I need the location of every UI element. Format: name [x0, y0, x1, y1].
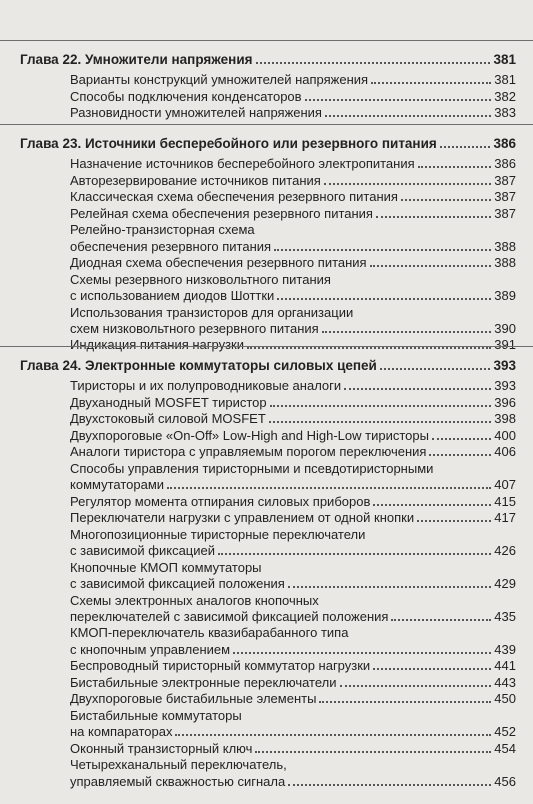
toc-entry-page-number: 441 [494, 658, 516, 674]
toc-entry-text: обеспечения резервного питания [70, 238, 272, 254]
toc-entry-page-number: 387 [494, 172, 516, 188]
dot-leader [274, 249, 491, 251]
toc-entry-page-number: 450 [494, 691, 516, 707]
toc-entry-line-text: Использования транзисторов для организации [70, 304, 354, 320]
dot-leader [288, 784, 491, 786]
toc-entry-line [70, 272, 516, 288]
chapter-heading-text: Глава 22. Умножители напряжения [20, 52, 253, 67]
dot-leader [270, 405, 492, 407]
toc-entry [70, 494, 516, 510]
dot-leader [305, 99, 492, 101]
toc-entry-line-text: Релейно-транзисторная схема [70, 222, 255, 238]
toc-entry [70, 642, 516, 658]
toc-entry [70, 411, 516, 427]
toc-entry-text: Тиристоры и их полупроводниковые аналоги [70, 378, 342, 393]
toc-entry-page-number: 391 [494, 337, 516, 353]
toc-entry-text: Регулятор момента отпирания силовых приборов [70, 493, 371, 509]
toc-entry [70, 774, 516, 790]
toc-entry [70, 72, 516, 88]
toc-entry-page-number: 387 [494, 205, 516, 221]
toc-entry-page-number: 389 [494, 288, 516, 303]
toc-entry-line [70, 527, 516, 543]
toc-entry [70, 510, 516, 526]
dot-leader [370, 265, 492, 267]
toc-entry-line [70, 593, 516, 609]
toc-entry-page-number: 452 [494, 724, 516, 740]
toc-entry [70, 444, 516, 460]
dot-leader [440, 146, 491, 148]
toc-entry [70, 675, 516, 691]
toc-entry-page-number: 390 [494, 320, 516, 336]
chapter-heading-page-number: 386 [493, 136, 516, 151]
toc-entry-text: Беспроводный тиристорный коммутатор нагрузки [70, 658, 371, 674]
toc-entry-text: Релейная схема обеспечения резервного питания [70, 205, 373, 221]
toc-entry [70, 724, 516, 740]
toc-entry-line-text: Схемы резервного низковольтного питания [70, 271, 331, 287]
toc-entry-page-number: 426 [494, 543, 516, 559]
toc-entry-line-text: Многопозиционные тиристорные переключатели [70, 527, 366, 542]
toc-entry-page-number: 443 [494, 674, 516, 690]
chapter-heading-text: Глава 24. Электронные коммутаторы силовых цепей [20, 358, 377, 373]
toc-entry-text: Оконный транзисторный ключ [70, 740, 253, 756]
toc-entry-page-number: 400 [494, 427, 516, 443]
dot-leader [432, 438, 491, 440]
toc-entry-text: Бистабильные электронные переключатели [70, 674, 337, 690]
chapter-heading [20, 358, 516, 374]
toc-entry-page-number: 439 [494, 641, 516, 657]
toc-entry [70, 543, 516, 559]
toc-entry-text: с кнопочным управлением [70, 641, 231, 657]
dot-leader [418, 166, 492, 168]
toc-entry-text: Способы подключения конденсаторов [70, 88, 302, 104]
toc-entry-line [70, 757, 516, 773]
dot-leader [233, 652, 491, 654]
toc-entry [70, 156, 516, 172]
toc-entry-text: Аналоги тиристора с управляемым порогом переключения [70, 444, 427, 460]
toc-entry-text: переключателей с зависимой фиксацией положения [70, 608, 389, 624]
toc-entry-text: Двухпороговые бистабильные элементы [70, 691, 317, 707]
toc-entry [70, 378, 516, 394]
toc-entry-page-number: 415 [494, 493, 516, 509]
toc-entry-page-number: 454 [494, 740, 516, 756]
toc-entry [70, 741, 516, 757]
toc-entry [70, 395, 516, 411]
toc-entry-text: Индикация питания нагрузки [70, 337, 245, 353]
dot-leader [401, 199, 491, 201]
chapter-heading [20, 136, 516, 152]
dot-leader [218, 553, 491, 555]
dot-leader [371, 82, 491, 84]
toc-entry [70, 477, 516, 493]
toc-entry [70, 189, 516, 205]
dot-leader [322, 331, 492, 333]
toc-entry-text: коммутаторами [70, 477, 165, 493]
toc-entry [70, 428, 516, 444]
chapter-heading-text: Глава 23. Источники бесперебойного или резервного питания [20, 136, 437, 151]
dot-leader [380, 368, 491, 370]
toc-entry-page-number: 383 [494, 105, 516, 121]
toc-entry-line [70, 708, 516, 724]
toc-entry-page-number: 429 [494, 576, 516, 591]
toc-entry-page-number: 435 [494, 608, 516, 624]
toc-entry [70, 206, 516, 222]
toc-entry [70, 255, 516, 271]
toc-entry-text: Двуханодный MOSFET тиристор [70, 394, 267, 410]
toc-entry-page-number: 386 [494, 156, 516, 171]
chapter-heading [20, 52, 516, 68]
toc-entry-text: с использованием диодов Шоттки [70, 288, 275, 303]
toc-entry-line-text: Кнопочные КМОП коммутаторы [70, 559, 262, 575]
toc-entry [70, 321, 516, 337]
chapter-heading-page-number: 393 [493, 358, 516, 373]
toc-entry-text: Двухпороговые «On-Off» Low-High and High-Low тиристоры [70, 427, 429, 443]
toc-entry-page-number: 456 [494, 773, 516, 789]
toc-entry [70, 239, 516, 255]
toc-entry-line [70, 625, 516, 641]
toc-entry [70, 105, 516, 121]
toc-entry-text: Двухстоковый силовой MOSFET [70, 411, 266, 427]
dot-leader [319, 701, 491, 703]
toc-entry-text: Варианты конструкций умножителей напряжения [70, 72, 369, 87]
toc-entry-text: управляемый скважностью сигнала [70, 773, 286, 789]
dot-leader [391, 619, 491, 621]
toc-entry-page-number: 387 [494, 189, 516, 205]
dot-leader [325, 115, 491, 117]
dot-leader [175, 734, 491, 736]
dot-leader [256, 62, 491, 64]
toc-entry [70, 288, 516, 304]
toc-entry-line [70, 305, 516, 321]
toc-entry-text: с зависимой фиксацией положения [70, 576, 285, 591]
toc-entry-text: Разновидности умножителей напряжения [70, 105, 322, 121]
toc-entry-text: Диодная схема обеспечения резервного питания [70, 255, 367, 271]
dot-leader [373, 504, 491, 506]
toc-entry-page-number: 406 [494, 444, 516, 460]
dot-leader [255, 751, 491, 753]
toc-entry [70, 173, 516, 189]
toc-entry-text: Назначение источников бесперебойного электропитания [70, 156, 415, 171]
toc-entry-line-text: Бистабильные коммутаторы [70, 708, 242, 723]
dot-leader [324, 183, 491, 185]
dot-leader [340, 685, 492, 687]
toc-entry-text: на компараторах [70, 724, 173, 740]
toc-entry [70, 89, 516, 105]
dot-leader [269, 421, 492, 423]
toc-entry [70, 691, 516, 707]
toc-entry-page-number: 396 [494, 394, 516, 410]
toc-entry-page-number: 393 [494, 378, 516, 393]
toc-entry-page-number: 417 [494, 510, 516, 526]
toc-entry-text: Авторезервирование источников питания [70, 172, 321, 188]
toc-entry [70, 658, 516, 674]
toc-entry [70, 576, 516, 592]
toc-entry-text: Классическая схема обеспечения резервного питания [70, 189, 398, 205]
toc-entry-text: Переключатели нагрузки с управлением от одной кнопки [70, 510, 415, 526]
toc-entry-line [70, 461, 516, 477]
chapter-heading-page-number: 381 [493, 52, 516, 67]
toc-entry-line-text: Способы управления тиристорными и псевдотиристорными [70, 461, 434, 476]
toc-entry-page-number: 381 [494, 72, 516, 87]
toc-entry [70, 609, 516, 625]
toc-entry-page-number: 388 [494, 255, 516, 271]
toc-entry-page-number: 388 [494, 238, 516, 254]
toc-entry-text: с зависимой фиксацией [70, 543, 215, 559]
dot-leader [344, 388, 491, 390]
dot-leader [167, 487, 491, 489]
dot-leader [373, 668, 491, 670]
toc-entry-line-text: Схемы электронных аналогов кнопочных [70, 592, 319, 608]
toc-entry-page-number: 407 [494, 477, 516, 493]
toc-entry-line-text: КМОП-переключатель квазибарабанного типа [70, 625, 349, 641]
dot-leader [288, 586, 491, 588]
toc-entry-page-number: 398 [494, 411, 516, 427]
toc-entry-line-text: Четырехканальный переключатель, [70, 757, 287, 773]
dot-leader [376, 216, 491, 218]
toc-entry-text: схем низковольтного резервного питания [70, 320, 319, 336]
toc-entry-line [70, 560, 516, 576]
dot-leader [417, 520, 491, 522]
dot-leader [429, 454, 491, 456]
toc-entry-line [70, 222, 516, 238]
toc-entry-page-number: 382 [494, 88, 516, 104]
dot-leader [277, 298, 491, 300]
